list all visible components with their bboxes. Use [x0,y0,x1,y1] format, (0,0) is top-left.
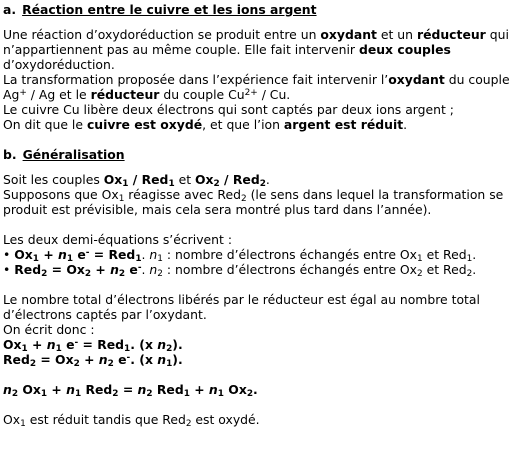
half-equations-intro: Les deux demi-équations s’écrivent : [3,232,232,247]
weighted-equation-1: $Ox_1 + n_1$ e- = Red$_1$. (x $n_2$). [3,337,183,355]
section-b-heading [3,147,526,162]
weighted-equation-2: $Red_2 = Ox_2 + n_2$ e-. (x $n_1$). [3,352,183,370]
section-b-title: Généralisation [22,147,125,162]
section-a-paragraph-4: On dit que le cuivre est oxydé, et que l’ion argent est réduit. [3,117,408,132]
section-a-paragraph-2: La transformation proposée dans l’expérience fait intervenir l’oxydant du couple Ag+ / Ag et le réducteur du couple $Cu^{2+}$ / Cu. [3,72,510,102]
section-b-number: b. [3,147,17,162]
half-equation-1: • $Ox_1 + n_1$ e- = Red$_1$. $n_1$ : nombre d’électrons échangés entre $Ox_1$ et Red$_1$. [3,247,477,265]
section-a-paragraph-3: Le cuivre Cu libère deux électrons qui sont captés par deux ions argent ; [3,102,454,117]
conclusion-line: $Ox_1$ est réduit tandis que Red$_2$ est oxydé. [3,412,260,430]
half-equation-2: • $Red_2 = Ox_2 + n_2$ e-. $n_2$ : nombre d’électrons échangés entre $Ox_2$ et Red$_2$. [3,262,477,280]
section-a-number: a. [3,2,17,17]
section-a-paragraph-1: Une réaction d’oxydoréduction se produit entre un oxydant et un réducteur qui n’appartiennent pas au même couple. Elle fait intervenir deux couples d’oxydoréduction. [3,27,509,72]
electron-balance-paragraph: Le nombre total d’électrons libérés par le réducteur est égal au nombre total d’électrons captés par l’oxydant. [3,292,480,322]
hypothesis-paragraph: Supposons que $Ox_1$ réagisse avec Red$_2$ (le sens dans lequel la transformation se produit est prévisible, mais cela sera montré plus tard dans l’année). [3,187,504,217]
couples-line: Soit les couples $Ox_1 / Red_1$ et $Ox_2 / Red_2$. [3,172,270,190]
global-equation: $n_2$ $Ox_1 + n_1$ $Red_2 = n_2$ $Red_1 + n_1$ $Ox_2$. [3,382,258,400]
section-a-heading [3,2,526,17]
on-ecrit-donc: On écrit donc : [3,322,95,337]
section-a-title: Réaction entre le cuivre et les ions argent [22,2,317,17]
